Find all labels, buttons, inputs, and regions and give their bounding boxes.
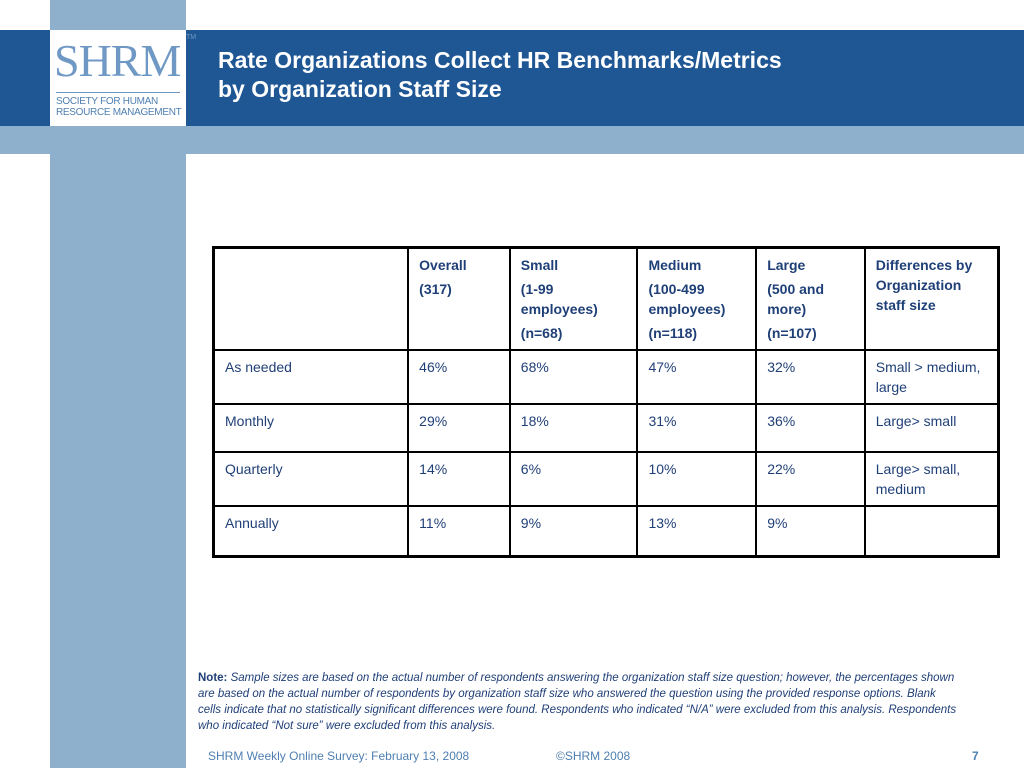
row-label: Monthly — [214, 404, 409, 452]
table-row — [214, 506, 999, 556]
table-row — [214, 404, 999, 452]
slide-title-line2: by Organization Staff Size — [218, 76, 502, 102]
cell-medium: 13% — [637, 506, 756, 556]
cell-differences: Small > medium, large — [865, 350, 999, 404]
logo-trademark: TM — [186, 34, 197, 41]
cell-small: 6% — [510, 452, 638, 506]
cell-large: 9% — [756, 506, 865, 556]
cell-medium: 47% — [637, 350, 756, 404]
table-header-row — [214, 248, 999, 351]
page-number: 7 — [972, 749, 979, 763]
logo-divider — [56, 92, 180, 93]
row-label: As needed — [214, 350, 409, 404]
header-cell-overall: Overall (317) — [408, 248, 510, 351]
shrm-logo — [50, 30, 197, 126]
cell-large: 32% — [756, 350, 865, 404]
table-row — [214, 452, 999, 506]
cell-differences: Large> small, medium — [865, 452, 999, 506]
cell-small: 9% — [510, 506, 638, 556]
header-cell-differences: Differences by Organization staff size — [865, 248, 999, 351]
footer-copyright: ©SHRM 2008 — [556, 749, 631, 763]
cell-medium: 10% — [637, 452, 756, 506]
cell-large: 22% — [756, 452, 865, 506]
footnote — [198, 670, 958, 734]
header-light-band — [0, 126, 1024, 154]
cell-overall: 11% — [408, 506, 510, 556]
table-row — [214, 350, 999, 404]
logo-mark: SHRM — [54, 35, 181, 86]
header-cell-large: Large (500 and more) (n=107) — [756, 248, 865, 351]
header-cell-small: Small (1-99 employees) (n=68) — [510, 248, 638, 351]
header-cell-empty — [214, 248, 409, 351]
results-table — [212, 246, 1000, 558]
cell-overall: 46% — [408, 350, 510, 404]
slide-title — [218, 46, 978, 104]
top-strip — [0, 0, 1024, 30]
row-label: Annually — [214, 506, 409, 556]
footnote-label: Note: — [198, 672, 228, 684]
cell-differences — [865, 506, 999, 556]
cell-small: 18% — [510, 404, 638, 452]
header-cell-medium: Medium (100-499 employees) (n=118) — [637, 248, 756, 351]
logo-subtitle-line2: RESOURCE MANAGEMENT — [56, 107, 182, 118]
cell-large: 36% — [756, 404, 865, 452]
cell-overall: 29% — [408, 404, 510, 452]
slide-title-line1: Rate Organizations Collect HR Benchmarks/Metrics — [218, 47, 782, 73]
cell-overall: 14% — [408, 452, 510, 506]
cell-small: 68% — [510, 350, 638, 404]
cell-differences: Large> small — [865, 404, 999, 452]
cell-medium: 31% — [637, 404, 756, 452]
logo-subtitle-line1: SOCIETY FOR HUMAN — [56, 96, 158, 107]
row-label: Quarterly — [214, 452, 409, 506]
logo-subtitle — [56, 96, 184, 118]
footnote-text: Sample sizes are based on the actual number of respondents answering the organization staff size question; however, the percentages shown are based on the actual number of respondents by organization staff size who answered the question using the provided response options. Blank cells indicate that no statistically significant differences were found. Respondents who indicated “N/A” were excluded from this analysis. Respondents who indicated “Not sure” were excluded from this analysis. — [198, 672, 957, 732]
footer-survey: SHRM Weekly Online Survey: February 13, 2008 — [208, 749, 470, 763]
